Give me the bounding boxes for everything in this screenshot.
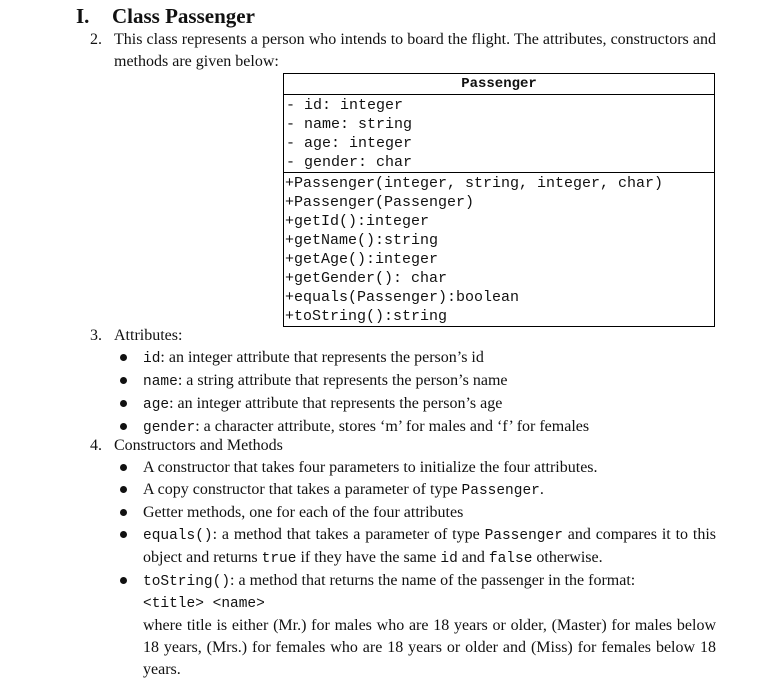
- bullet-icon: [120, 531, 127, 538]
- list-item: age: an integer attribute that represents the person’s age: [120, 393, 716, 416]
- uml-method: +equals(Passenger):boolean: [285, 289, 520, 306]
- list-item: A copy constructor that takes a parameter of type Passenger.: [120, 479, 716, 502]
- section-numeral: I.: [76, 4, 90, 28]
- uml-class-name: Passenger: [284, 74, 714, 95]
- methods-list: [120, 457, 716, 681]
- uml-attribute: - id: integer: [286, 97, 404, 114]
- item-2: [90, 29, 716, 73]
- list-item: Getter methods, one for each of the four attributes: [120, 502, 716, 524]
- item-3-title: Attributes:: [114, 327, 183, 344]
- uml-class-diagram: [283, 73, 715, 327]
- bullet-icon: [120, 377, 127, 384]
- list-item: toString(): a method that returns the name of the passenger in the format: <title> <name> where title is either (Mr.) for males who are 18 years or older, (Master) for males below 18 years, (Mrs.) for females who are 18 years or older and (Miss) for females below 18 years.: [120, 570, 716, 681]
- item-3-number: 3.: [90, 327, 102, 344]
- bullet-icon: [120, 577, 127, 584]
- uml-attribute: - age: integer: [286, 135, 413, 152]
- list-item: id: an integer attribute that represents the person’s id: [120, 347, 716, 370]
- section-heading: [76, 4, 255, 29]
- bullet-icon: [120, 423, 127, 430]
- bullet-icon: [120, 509, 127, 516]
- bullet-icon: [120, 486, 127, 493]
- attributes-list: [120, 347, 716, 439]
- item-2-number: 2.: [90, 31, 102, 48]
- list-item: name: a string attribute that represents the person’s name: [120, 370, 716, 393]
- bullet-icon: [120, 464, 127, 471]
- item-4-title: Constructors and Methods: [114, 437, 283, 454]
- uml-attribute: - gender: char: [286, 154, 413, 171]
- bullet-icon: [120, 354, 127, 361]
- uml-method: +getAge():integer: [285, 251, 439, 268]
- title-format: <title> <name>: [143, 596, 265, 612]
- item-3: [90, 325, 716, 347]
- uml-methods: [284, 173, 714, 326]
- item-2-text: This class represents a person who intends to board the flight. The attributes, constructors and methods are given below:: [114, 31, 716, 70]
- uml-method: +getName():string: [285, 232, 439, 249]
- list-item: gender: a character attribute, stores ‘m’ for males and ‘f’ for females: [120, 416, 716, 439]
- uml-attributes: [284, 95, 714, 173]
- list-item: equals(): a method that takes a parameter of type Passenger and compares it to this object and returns true if they have the same id and false otherwise.: [120, 524, 716, 570]
- uml-method: +Passenger(integer, string, integer, char): [285, 175, 664, 192]
- item-4: [90, 435, 716, 457]
- uml-method: +toString():string: [285, 308, 448, 325]
- uml-method: +Passenger(Passenger): [285, 194, 475, 211]
- section-title: Class Passenger: [112, 4, 255, 28]
- bullet-icon: [120, 400, 127, 407]
- item-4-number: 4.: [90, 437, 102, 454]
- list-item: A constructor that takes four parameters to initialize the four attributes.: [120, 457, 716, 479]
- uml-attribute: - name: string: [286, 116, 413, 133]
- title-description: where title is either (Mr.) for males who are 18 years or older, (Master) for males below 18 years, (Mrs.) for females who are 18 years or older and (Miss) for females below 18 years.: [143, 617, 716, 678]
- uml-method: +getId():integer: [285, 213, 430, 230]
- uml-method: +getGender(): char: [285, 270, 448, 287]
